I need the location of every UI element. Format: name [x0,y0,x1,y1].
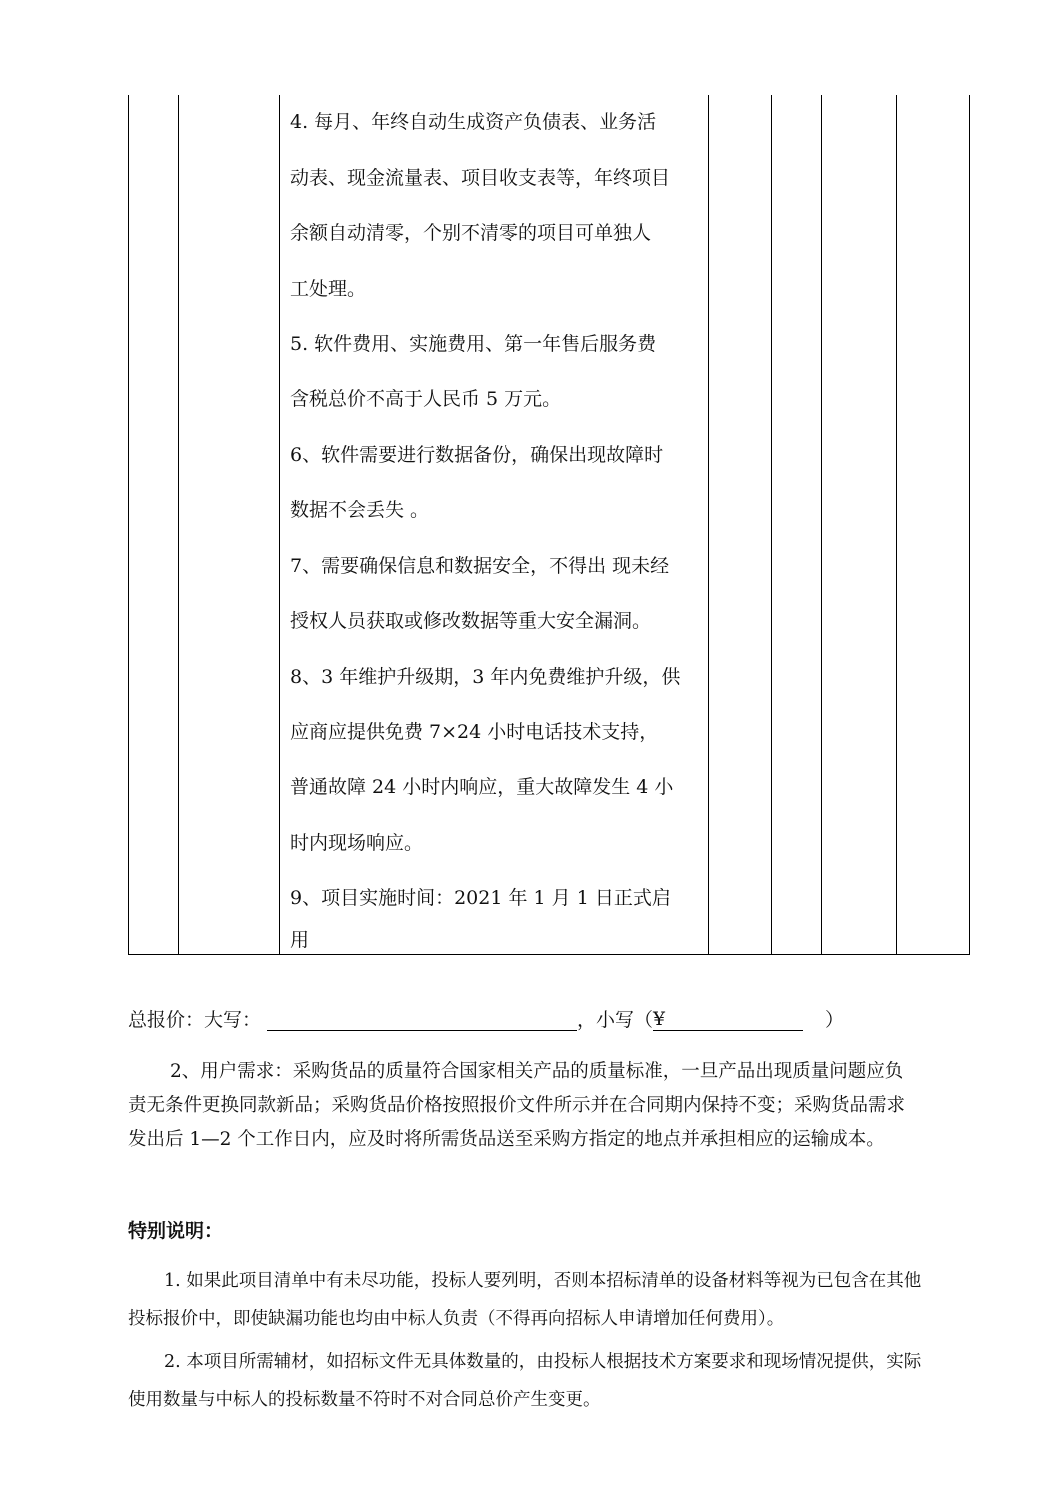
requirement-line: 9、项目实施时间：2021 年 1 月 1 日正式启 [290,887,671,909]
requirement-line: 5. 软件费用、实施费用、第一年售后服务费 [290,333,657,355]
table-border-bottom [128,954,970,955]
requirement-line: 动表、现金流量表、项目收支表等，年终项目 [290,167,671,189]
table-col-divider [821,95,822,955]
special-note-item: 1. 如果此项目清单中有未尽功能，投标人要列明，否则本招标清单的设备材料等视为已包含在其他投标报价中，即使缺漏功能也均由中标人负责（不得再向招标人申请增加任何费用）。 [128,1271,922,1329]
table-col-divider [896,95,897,955]
requirement-line: 余额自动清零，个别不清零的项目可单独人 [290,222,652,244]
amount-words-blank[interactable] [267,1008,577,1031]
table-border-left [128,95,129,955]
requirement-line: 8、3 年维护升级期，3 年内免费维护升级，供 [290,666,681,688]
close-paren: ） [825,1009,845,1031]
amount-figures-blank[interactable] [653,1008,803,1031]
requirement-line: 含税总价不高于人民币 5 万元。 [290,388,562,410]
table-col-divider [708,95,709,955]
special-note-item: 2. 本项目所需辅材，如招标文件无具体数量的，由投标人根据技术方案要求和现场情况提供，实际使用数量与中标人的投标数量不符时不对合同总价产生变更。 [128,1352,922,1410]
requirement-line: 应商应提供免费 7×24 小时电话技术支持， [290,721,659,743]
total-price-row [128,1008,844,1031]
special-notes-heading: 特别说明： [128,1220,224,1242]
requirement-line: 时内现场响应。 [290,832,424,854]
currency-symbol: ¥ [653,1008,666,1030]
requirement-line: 4. 每月、年终自动生成资产负债表、业务活 [290,111,657,133]
requirement-line: 普通故障 24 小时内响应，重大故障发生 4 小 [290,776,674,798]
requirement-line: 工处理。 [290,278,367,300]
requirement-line: 用 [290,929,310,951]
requirement-line: 授权人员获取或修改数据等重大安全漏洞。 [290,610,652,632]
table-border-right [969,95,970,955]
user-needs-paragraph: 2、用户需求：采购货品的质量符合国家相关产品的质量标准，一旦产品出现质量问题应负责无条件更换同款新品；采购货品价格按照报价文件所示并在合同期内保持不变；采购货品需求发出后 1—2 个工作日内，应及时将所需货品送至采购方指定的地点并承担相应的运输成本。 [128,1061,906,1150]
requirement-line: 6、软件需要进行数据备份，确保出现故障时 [290,444,664,466]
requirement-line: 7、需要确保信息和数据安全，不得出 现未经 [290,555,670,577]
table-col-divider [771,95,772,955]
total-price-label: 总报价：大写： [128,1009,262,1031]
table-col-divider [178,95,179,955]
requirement-line: 数据不会丢失 。 [290,499,430,521]
small-amount-label: ，小写（ [577,1009,654,1031]
table-col-divider [279,95,280,955]
